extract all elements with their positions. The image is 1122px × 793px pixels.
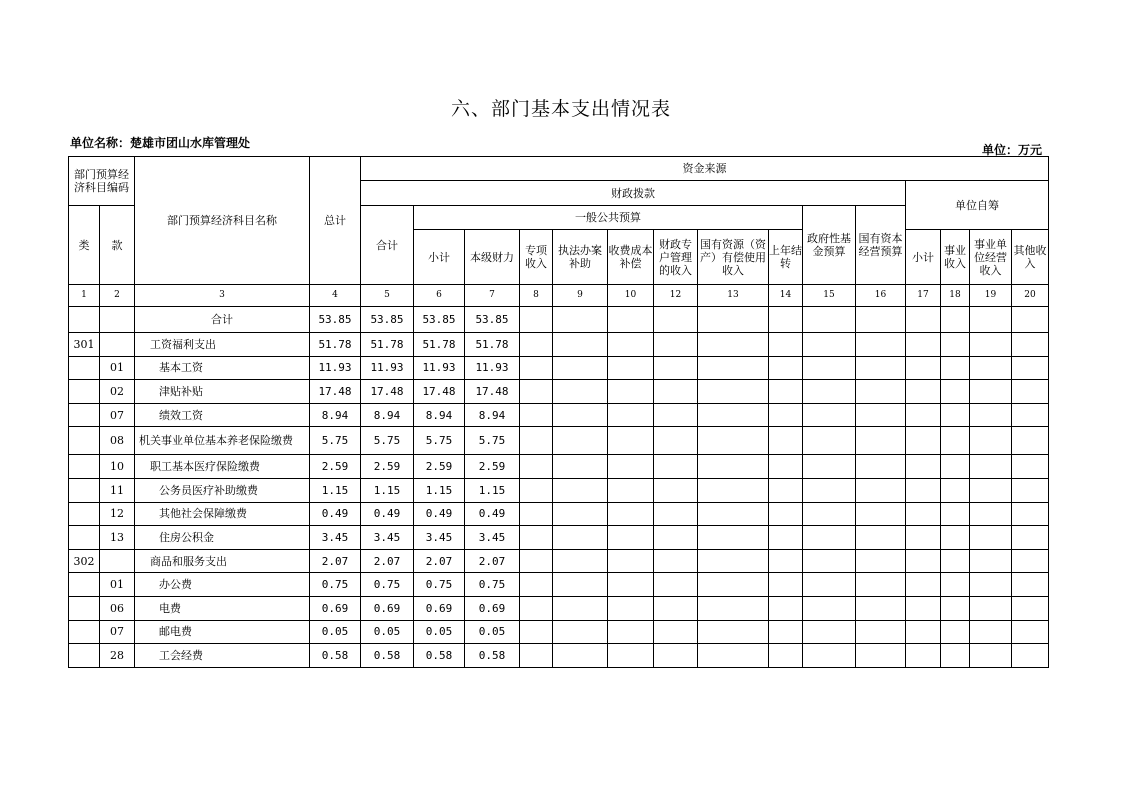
- cell-benji: 2.59: [465, 455, 520, 479]
- cell-lei: [69, 427, 100, 455]
- cell-kuan: 13: [100, 526, 135, 550]
- cell-total: 0.58: [310, 644, 361, 668]
- cell-xiaoji: 8.94: [414, 403, 465, 427]
- cell-xiaoji: 11.93: [414, 356, 465, 380]
- cell-heji: 1.15: [361, 478, 414, 502]
- cell-heji: 0.58: [361, 644, 414, 668]
- cell-heji: 11.93: [361, 356, 414, 380]
- header-guoyou-ziyuan: 国有资源（资产）有偿使用收入: [698, 230, 769, 285]
- header-gov-fund: 政府性基金预算: [803, 206, 856, 285]
- cell-lei: [69, 403, 100, 427]
- col-number: 8: [520, 285, 553, 307]
- cell-heji: 2.59: [361, 455, 414, 479]
- cell-lei: 301: [69, 333, 100, 357]
- cell-lei: 302: [69, 549, 100, 573]
- cell-kuan: [100, 549, 135, 573]
- cell-benji: 53.85: [465, 307, 520, 333]
- header-self-raised: 单位自筹: [906, 181, 1049, 230]
- cell-total: 2.07: [310, 549, 361, 573]
- cell-benji: 1.15: [465, 478, 520, 502]
- table-row: [69, 620, 1049, 644]
- cell-xiaoji: 0.75: [414, 573, 465, 597]
- unit-name-label: 单位名称：楚雄市团山水库管理处: [70, 136, 251, 150]
- cell-total: 2.59: [310, 455, 361, 479]
- cell-lei: [69, 644, 100, 668]
- col-number: 17: [906, 285, 941, 307]
- cell-name: 其他社会保障缴费: [135, 502, 310, 526]
- cell-kuan: 01: [100, 356, 135, 380]
- header-zhuanxiang: 专项收入: [520, 230, 553, 285]
- cell-name: 基本工资: [135, 356, 310, 380]
- header-state-capital: 国有资本经营预算: [856, 206, 906, 285]
- cell-xiaoji: 2.59: [414, 455, 465, 479]
- table-row: [69, 427, 1049, 455]
- table-row: [69, 596, 1049, 620]
- header-xiaoji: 小计: [414, 230, 465, 285]
- cell-lei: [69, 356, 100, 380]
- cell-benji: 0.69: [465, 596, 520, 620]
- table-row: [69, 403, 1049, 427]
- col-number: 7: [465, 285, 520, 307]
- cell-total: 1.15: [310, 478, 361, 502]
- cell-lei: [69, 478, 100, 502]
- cell-name: 津贴补贴: [135, 380, 310, 404]
- cell-total: 17.48: [310, 380, 361, 404]
- data-rows: [69, 307, 1049, 668]
- table-row: [69, 644, 1049, 668]
- header-qita: 其他收入: [1012, 230, 1049, 285]
- cell-benji: 0.49: [465, 502, 520, 526]
- col-number: 12: [654, 285, 698, 307]
- cell-name: 绩效工资: [135, 403, 310, 427]
- table-row: [69, 526, 1049, 550]
- header-general-budget: 一般公共预算: [414, 206, 803, 230]
- cell-kuan: 07: [100, 403, 135, 427]
- cell-lei: [69, 380, 100, 404]
- cell-name: 合计: [135, 307, 310, 333]
- cell-heji: 0.69: [361, 596, 414, 620]
- cell-name: 住房公积金: [135, 526, 310, 550]
- header-shoufei: 收费成本补偿: [608, 230, 654, 285]
- cell-heji: 0.49: [361, 502, 414, 526]
- cell-total: 0.69: [310, 596, 361, 620]
- cell-total: 0.49: [310, 502, 361, 526]
- cell-heji: 8.94: [361, 403, 414, 427]
- cell-xiaoji: 0.49: [414, 502, 465, 526]
- cell-lei: [69, 526, 100, 550]
- header-kuan: 款: [100, 206, 135, 285]
- cell-heji: 2.07: [361, 549, 414, 573]
- cell-total: 5.75: [310, 427, 361, 455]
- table-row: [69, 502, 1049, 526]
- cell-heji: 17.48: [361, 380, 414, 404]
- table-row: [69, 478, 1049, 502]
- cell-name: 机关事业单位基本养老保险缴费: [135, 427, 310, 455]
- cell-xiaoji: 0.69: [414, 596, 465, 620]
- header-heji: 合计: [361, 206, 414, 285]
- cell-heji: 5.75: [361, 427, 414, 455]
- header-self-xiaoji: 小计: [906, 230, 941, 285]
- header-shangnian: 上年结转: [769, 230, 803, 285]
- page-title: 六、部门基本支出情况表: [450, 98, 671, 120]
- header-benji: 本级财力: [465, 230, 520, 285]
- cell-xiaoji: 17.48: [414, 380, 465, 404]
- table-row: [69, 333, 1049, 357]
- cell-kuan: 11: [100, 478, 135, 502]
- col-number: 16: [856, 285, 906, 307]
- cell-benji: 0.75: [465, 573, 520, 597]
- col-number: 6: [414, 285, 465, 307]
- col-number: 2: [100, 285, 135, 307]
- cell-name: 工资福利支出: [135, 333, 310, 357]
- cell-heji: 51.78: [361, 333, 414, 357]
- cell-name: 职工基本医疗保险缴费: [135, 455, 310, 479]
- cell-lei: [69, 620, 100, 644]
- cell-benji: 0.05: [465, 620, 520, 644]
- cell-lei: [69, 455, 100, 479]
- col-number: 1: [69, 285, 100, 307]
- cell-name: 电费: [135, 596, 310, 620]
- cell-name: 邮电费: [135, 620, 310, 644]
- cell-kuan: 06: [100, 596, 135, 620]
- cell-benji: 5.75: [465, 427, 520, 455]
- col-number: 4: [310, 285, 361, 307]
- cell-heji: 53.85: [361, 307, 414, 333]
- cell-kuan: 02: [100, 380, 135, 404]
- cell-benji: 0.58: [465, 644, 520, 668]
- col-number: 19: [970, 285, 1012, 307]
- cell-name: 商品和服务支出: [135, 549, 310, 573]
- cell-heji: 3.45: [361, 526, 414, 550]
- header-code: 部门预算经济科目编码: [69, 157, 135, 206]
- header-fund-source: 资金来源: [361, 157, 1049, 181]
- col-number: 9: [553, 285, 608, 307]
- cell-name: 工会经费: [135, 644, 310, 668]
- cell-lei: [69, 502, 100, 526]
- cell-xiaoji: 1.15: [414, 478, 465, 502]
- cell-heji: 0.75: [361, 573, 414, 597]
- cell-kuan: 10: [100, 455, 135, 479]
- cell-kuan: 01: [100, 573, 135, 597]
- col-number: 18: [941, 285, 970, 307]
- cell-kuan: 07: [100, 620, 135, 644]
- cell-xiaoji: 53.85: [414, 307, 465, 333]
- table-row: [69, 573, 1049, 597]
- col-number: 14: [769, 285, 803, 307]
- cell-xiaoji: 0.58: [414, 644, 465, 668]
- cell-kuan: 12: [100, 502, 135, 526]
- cell-total: 0.05: [310, 620, 361, 644]
- cell-lei: [69, 596, 100, 620]
- header-lei: 类: [69, 206, 100, 285]
- cell-lei: [69, 573, 100, 597]
- cell-total: 11.93: [310, 356, 361, 380]
- cell-total: 51.78: [310, 333, 361, 357]
- cell-xiaoji: 51.78: [414, 333, 465, 357]
- header-fiscal: 财政拨款: [361, 181, 906, 206]
- cell-xiaoji: 5.75: [414, 427, 465, 455]
- cell-xiaoji: 0.05: [414, 620, 465, 644]
- col-number: 3: [135, 285, 310, 307]
- basic-expenditure-table: [68, 156, 1049, 668]
- table-row: [69, 380, 1049, 404]
- cell-heji: 0.05: [361, 620, 414, 644]
- cell-xiaoji: 3.45: [414, 526, 465, 550]
- col-number: 10: [608, 285, 654, 307]
- header-shiye-jingying: 事业单位经营收入: [970, 230, 1012, 285]
- col-number: 15: [803, 285, 856, 307]
- header-total: 总计: [310, 157, 361, 285]
- cell-kuan: [100, 333, 135, 357]
- cell-kuan: 08: [100, 427, 135, 455]
- table-row: [69, 549, 1049, 573]
- cell-benji: 11.93: [465, 356, 520, 380]
- cell-benji: 8.94: [465, 403, 520, 427]
- cell-xiaoji: 2.07: [414, 549, 465, 573]
- col-number: 20: [1012, 285, 1049, 307]
- header-zhifa: 执法办案补助: [553, 230, 608, 285]
- col-number: 13: [698, 285, 769, 307]
- table-row: [69, 455, 1049, 479]
- cell-total: 3.45: [310, 526, 361, 550]
- cell-name: 公务员医疗补助缴费: [135, 478, 310, 502]
- cell-benji: 3.45: [465, 526, 520, 550]
- currency-unit-label: 单位：万元: [981, 143, 1042, 157]
- cell-kuan: [100, 307, 135, 333]
- header-name: 部门预算经济科目名称: [135, 157, 310, 285]
- cell-total: 0.75: [310, 573, 361, 597]
- cell-benji: 17.48: [465, 380, 520, 404]
- cell-benji: 2.07: [465, 549, 520, 573]
- cell-lei: [69, 307, 100, 333]
- cell-kuan: 28: [100, 644, 135, 668]
- col-number: 5: [361, 285, 414, 307]
- header-caizheng-zhuanhu: 财政专户管理的收入: [654, 230, 698, 285]
- cell-benji: 51.78: [465, 333, 520, 357]
- cell-name: 办公费: [135, 573, 310, 597]
- table-row: [69, 356, 1049, 380]
- cell-total: 53.85: [310, 307, 361, 333]
- table-row: [69, 307, 1049, 333]
- header-shiye: 事业收入: [941, 230, 970, 285]
- cell-total: 8.94: [310, 403, 361, 427]
